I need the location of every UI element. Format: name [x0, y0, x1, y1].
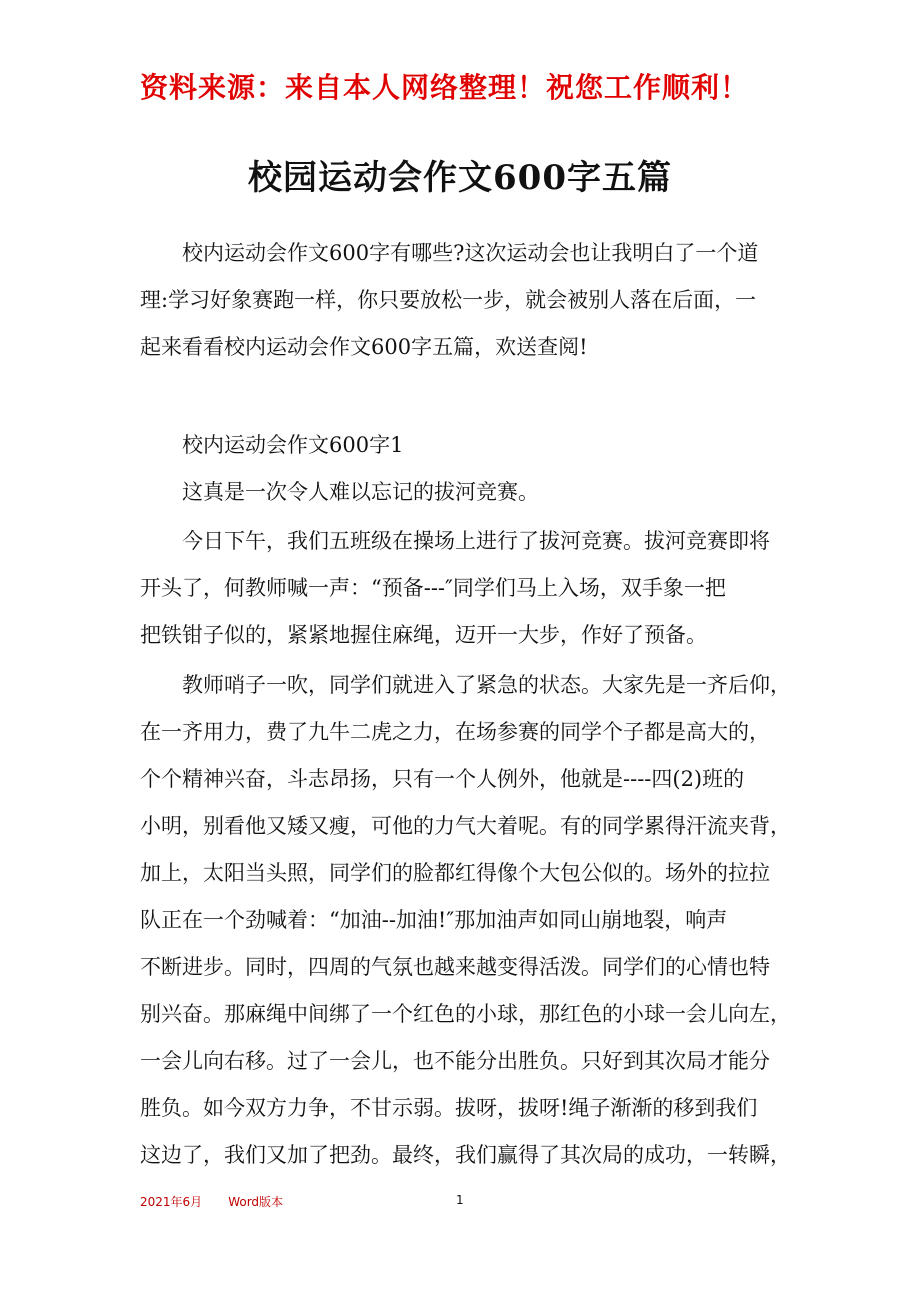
page-footer	[140, 1193, 283, 1210]
paragraph-line: 加上，太阳当头照，同学们的脸都红得像个大包公似的。场外的拉拉	[140, 861, 770, 885]
paragraph-line: 教师哨子一吹，同学们就进入了紧急的状态。大家先是一齐后仰，	[182, 673, 791, 697]
intro-line: 理:学习好象赛跑一样，你只要放松一步，就会被别人落在后面，一	[140, 288, 757, 312]
intro-line: 起来看看校内运动会作文600字五篇，欢送查阅!	[140, 335, 588, 359]
paragraph-2	[140, 518, 790, 659]
paragraph-line: 胜负。如今双方力争，不甘示弱。拔呀，拔呀!绳子渐渐的移到我们	[140, 1096, 758, 1120]
paragraph-line: 今日下午，我们五班级在操场上进行了拔河竞赛。拔河竞赛即将	[182, 529, 770, 553]
paragraph-line: 别兴奋。那麻绳中间绑了一个红色的小球，那红色的小球一会儿向左，	[140, 1002, 791, 1026]
paragraph-line: 个个精神兴奋，斗志昂扬，只有一个人例外，他就是----四(2)班的	[140, 767, 745, 791]
paragraph-1	[140, 469, 790, 516]
paragraph-line: 开头了，何教师喊一声：“预备---″同学们马上入场，双手象一把	[140, 576, 726, 600]
intro-paragraph	[140, 230, 790, 371]
paragraph-line: 把铁钳子似的，紧紧地握住麻绳，迈开一大步，作好了预备。	[140, 623, 707, 647]
intro-line: 校内运动会作文600字有哪些?这次运动会也让我明白了一个道	[182, 241, 759, 265]
section-heading: 校内运动会作文600字1	[182, 433, 404, 457]
section-heading-block	[140, 422, 790, 469]
paragraph-line: 队正在一个劲喊着：“加油--加油!″那加油声如同山崩地裂，响声	[140, 908, 728, 932]
paragraph-line: 不断进步。同时，四周的气氛也越来越变得活泼。同学们的心情也特	[140, 955, 770, 979]
document-title: 校园运动会作文600字五篇	[248, 158, 672, 198]
paragraph-line: 这边了，我们又加了把劲。最终，我们赢得了其次局的成功，一转瞬，	[140, 1143, 791, 1167]
paragraph-line: 一会儿向右移。过了一会儿，也不能分出胜负。只好到其次局才能分	[140, 1049, 770, 1073]
paragraph-line: 这真是一次令人难以忘记的拔河竞赛。	[182, 480, 539, 504]
paragraph-line: 在一齐用力，费了九牛二虎之力，在场参赛的同学个子都是高大的，	[140, 720, 770, 744]
page-number: 1	[456, 1193, 464, 1207]
source-banner: 资料来源：来自本人网络整理！祝您工作顺利！	[140, 71, 750, 104]
paragraph-3	[140, 662, 790, 1179]
paragraph-line: 小明，别看他又矮又瘦，可他的力气大着呢。有的同学累得汗流夹背，	[140, 814, 791, 838]
footer-date: 2021年6月	[140, 1195, 203, 1209]
footer-version: Word版本	[228, 1195, 284, 1209]
